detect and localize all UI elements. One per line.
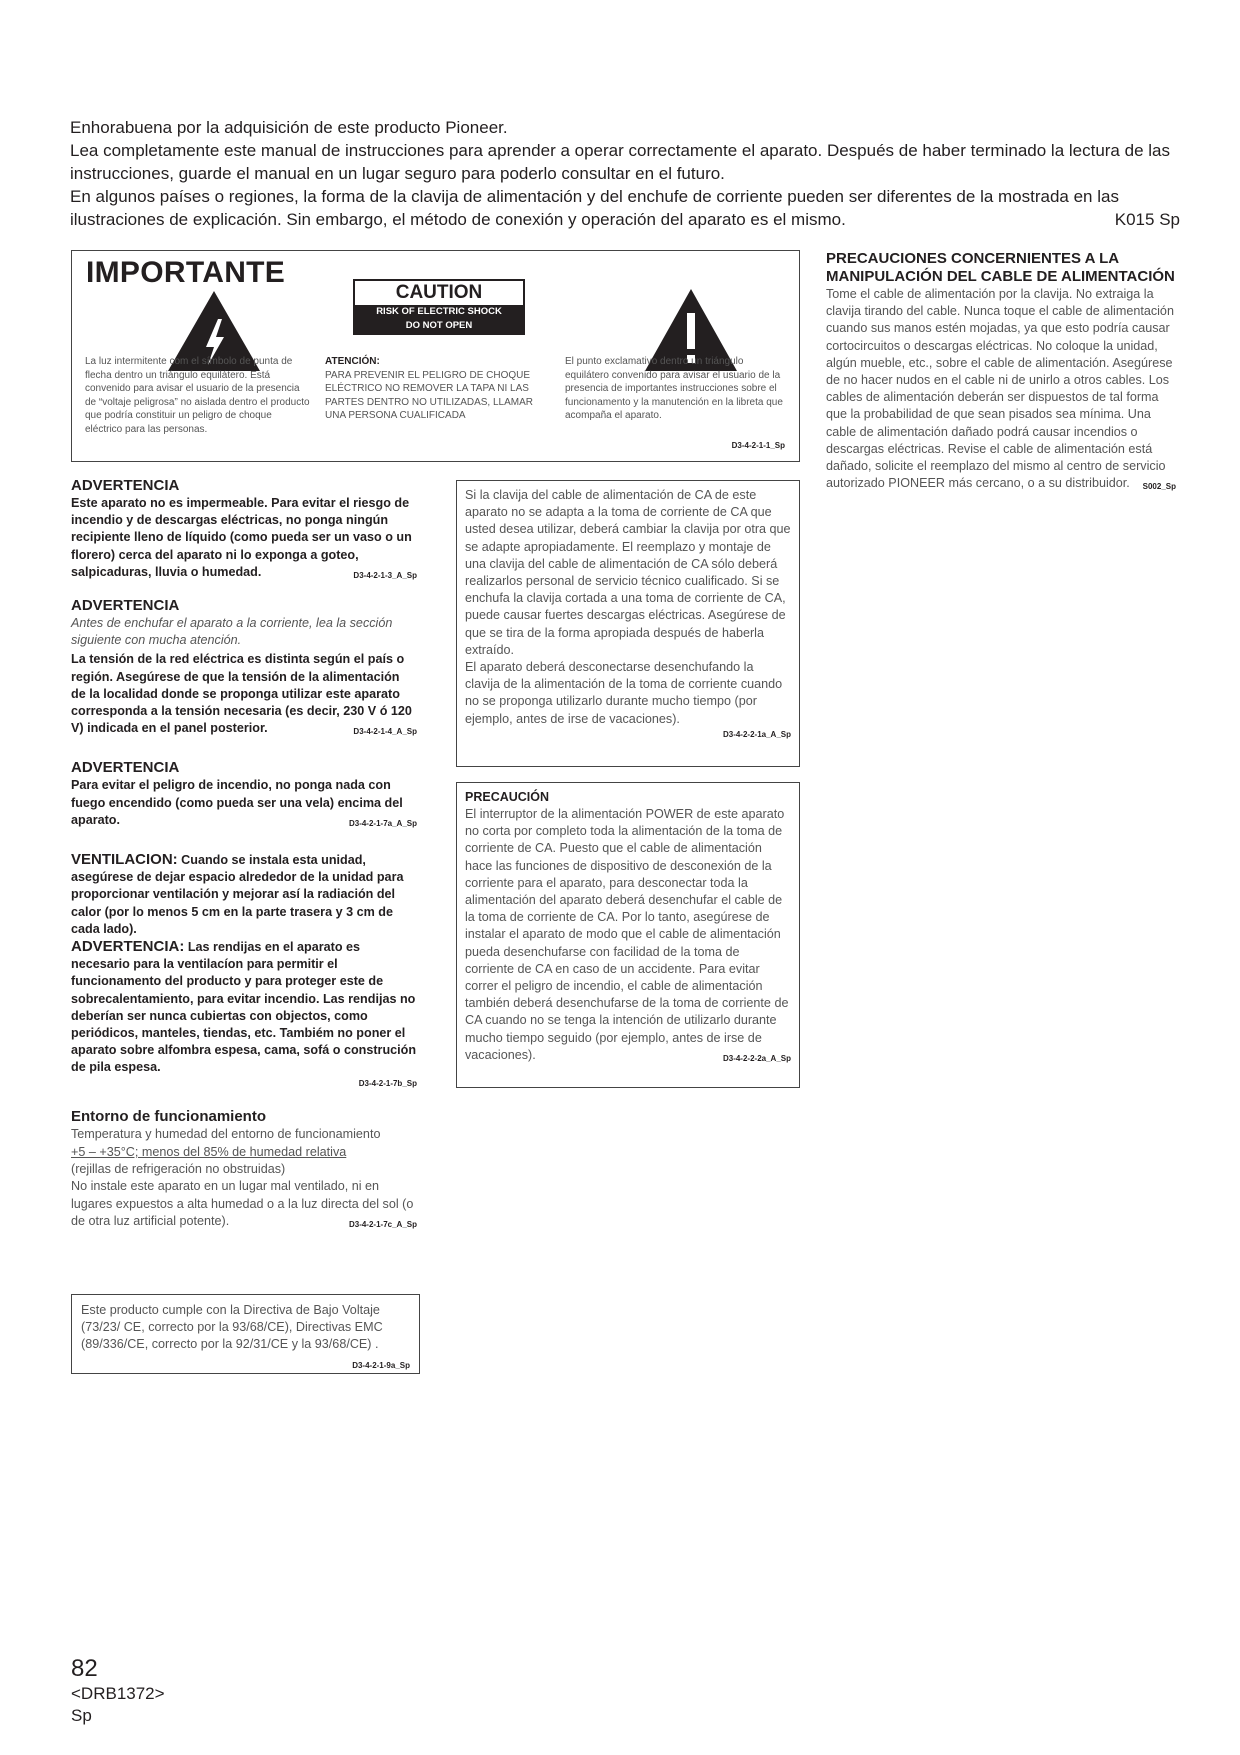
directiva-box xyxy=(71,1294,420,1374)
caution-risk xyxy=(355,305,523,333)
directiva-body xyxy=(81,1302,410,1370)
model-code: <DRB1372> xyxy=(71,1684,165,1703)
advertencia-2-heading: ADVERTENCIA xyxy=(71,597,180,615)
precaucion-heading: PRECAUCIÓN xyxy=(465,790,550,804)
page-number: 82 xyxy=(71,1655,98,1682)
directiva-text: Este producto cumple con la Directiva de Bajo Voltaje (73/23/ CE, correcto por la 93/68/CE), Directivas EMC (89/336/CE, correcto por la 92/31/CE y la 93/68/CE) . xyxy=(81,1303,383,1352)
lightning-description: La luz intermitente com el símbolo de punta de flecha dentro un triángulo equilátero. Está convenido para avisar el usuario de la presencia de “voltaje peligrosa” no aislada dentro el producto que podría constituir un peligro de choque eléctrico para las personas. xyxy=(85,356,310,435)
advertencia-1-text: Este aparato no es impermeable. Para evitar el riesgo de incendio y de descargas eléctricas, no ponga ningún recipiente lleno de líquido (como pueda ser un vaso o un florero) cerca del aparato ni lo exponga a goteo, salpicaduras, lluvia o humedad. xyxy=(71,496,412,579)
ventilacion-code: D3-4-2-1-7b_Sp xyxy=(358,1078,417,1088)
advertencia-1-heading: ADVERTENCIA xyxy=(71,477,180,494)
caution-risk-line-2: DO NOT OPEN xyxy=(405,320,473,331)
advertencia-1-body xyxy=(71,495,417,581)
advertencia-3-heading: ADVERTENCIA xyxy=(71,759,180,777)
language-code: Sp xyxy=(71,1706,92,1725)
ventilacion-label: VENTILACION: xyxy=(71,851,178,869)
clavija-text-2: El aparato deberá desconectarse desenchufando la clavija de la alimentación de la toma de corriente cuando no se proponga utilizarlo durante mucho tiempo (por ejemplo, antes de irse de vacaciones). xyxy=(465,660,783,726)
entorno-line-3: (rejillas de refrigeración no obstruidas) xyxy=(71,1162,286,1177)
cable-heading: PRECAUCIONES CONCERNIENTES A LA MANIPULACIÓN DEL CABLE DE ALIMENTACIÓN xyxy=(826,250,1175,285)
intro-line-1: Enhorabuena por la adquisición de este producto Pioneer. xyxy=(70,118,508,137)
precaucion-box xyxy=(456,782,800,1088)
advertencia-1-code: D3-4-2-1-3_A_Sp xyxy=(353,570,417,580)
entorno-heading: Entorno de funcionamiento xyxy=(71,1107,266,1125)
cable-precautions xyxy=(826,250,1176,495)
intro-line-3-wrap xyxy=(70,185,1180,231)
precaucion-body xyxy=(465,806,791,1064)
advertencia-3 xyxy=(71,759,417,829)
intro-text xyxy=(70,116,1180,231)
atencion-block xyxy=(325,355,550,423)
precaucion-text: El interruptor de la alimentación POWER de este aparato no corta por completo toda la alimentación de la toma de corriente de CA. Puesto que el cable de alimentación hace las funciones de dispositivo de desconexión de la corriente para el aparato, para desconectar toda la alimentación del aparato deberá desenchufar el cable de la toma de corriente de CA. Por lo tanto, asegúrese de instalar el aparato de modo que el cable de alimentación pueda desenchufarse con facilidad de la toma de corriente de CA en caso de un accidente. Para evitar correr el peligro de incendio, el cable de alimentación también deberá desenchufarse de la toma de corriente de CA cuando no se tenga la intención de utilizarlo durante mucho tiempo seguido (por ejemplo, antes de irse de vacaciones). xyxy=(465,807,789,1062)
intro-line-2: Lea completamente este manual de instrucciones para aprender a operar correctamente el aparato. Después de haber terminado la lectura de las instrucciones, guarde el manual en un lugar seguro para poderlo consultar en el futuro. xyxy=(70,141,1170,183)
page-footer xyxy=(71,1655,165,1727)
clavija-box xyxy=(456,480,800,767)
advertencia-2 xyxy=(71,597,417,737)
ventilacion-adv-label: ADVERTENCIA: xyxy=(71,938,185,956)
advertencia-1 xyxy=(71,477,417,581)
advertencia-3-code: D3-4-2-1-7a_A_Sp xyxy=(348,818,417,828)
ventilacion-para-2 xyxy=(71,938,417,1077)
directiva-code: D3-4-2-1-9a_Sp xyxy=(352,1360,410,1370)
advertencia-2-body xyxy=(71,651,417,737)
left-column xyxy=(71,477,417,1233)
entorno xyxy=(71,1107,417,1230)
ventilacion xyxy=(71,851,417,1088)
entorno-text: No instale este aparato en un lugar mal ventilado, ni en lugares expuestos a alta humedad o a la luz directa del sol (o de otra luz artificial potente). xyxy=(71,1179,414,1228)
importante-code: D3-4-2-1-1_Sp xyxy=(731,441,785,450)
ventilacion-text: Cuando se instala esta unidad, asegúrese de dejar espacio alrededor de la unidad para proporcionar ventilación y mejorar así la radiación del calor (por lo menos 5 cm en la parte trasera y 3 cm de cada lado). xyxy=(71,853,404,936)
cable-body xyxy=(826,286,1176,492)
advertencia-2-text: La tensión de la red eléctrica es distinta según el país o región. Asegúrese de que la tensión de la alimentación de la localidad donde se proponga utilizar este aparato corresponda a la tensión necesaria (es decir, 230 V ó 120 V) indicada en el panel posterior. xyxy=(71,652,412,736)
entorno-code: D3-4-2-1-7c_A_Sp xyxy=(348,1219,417,1229)
ventilacion-para-1 xyxy=(71,851,417,938)
advertencia-2-code: D3-4-2-1-4_A_Sp xyxy=(353,727,417,737)
importante-title: IMPORTANTE xyxy=(86,256,286,289)
clavija-code: D3-4-2-2-1a_A_Sp xyxy=(722,729,791,739)
cable-text: Tome el cable de alimentación por la clavija. No extraiga la clavija tirando del cable. Nunca toque el cable de alimentación cuando sus manos estén mojadas, ya que esto podría causar cortocircuitos o descargas eléctricas. No coloque la unidad, algún mueble, etc., sobre el cable de alimentación. Asegúrese de no hacer nudos en el cable ni de unirlo a otros cables. Los cables de alimentación deberán ser dispuestos de tal forma que la probabilidad de que sean pisados sea mínima. Una cable de alimentación dañado podrá causar incendios o descargas eléctricas. Revise el cable de alimentación está dañado, solicite el reemplazo del mismo al centro de servicio autorizado PIONEER más cercano, o a su distribuidor. xyxy=(826,287,1174,491)
advertencia-2-italic: Antes de enchufar el aparato a la corriente, lea la sección siguiente con mucha atención. xyxy=(71,616,393,648)
entorno-line-1: Temperatura y humedad del entorno de funcionamiento xyxy=(71,1126,381,1141)
atencion-heading: ATENCIÓN: xyxy=(325,356,380,367)
clavija-text-1: Si la clavija del cable de alimentación de CA de este aparato no se adapta a la toma de corriente de CA que usted desea utilizar, deberá cambiar la clavija por otra que se adapte apropiadamente. El reemplazo y montaje de una clavija del cable de alimentación de CA sólo deberá realizarlos personal de servicio técnico cualificado. Si se enchufa la clavija cortada a una toma de corriente de CA, puede causar fuertes descargas eléctricas. Asegúrese de que se tira de la forma apropiada después de haberla extraído. xyxy=(465,488,791,657)
precaucion-code: D3-4-2-2-2a_A_Sp xyxy=(722,1053,791,1063)
ventilacion-adv-text: Las rendijas en el aparato es necesario para la ventilacíon para permitir el funcionamento del producto y para proteger este de sobrecalentamiento, para evitar incendio. Las rendijas no deberían ser nunca cubiertas con objectos, como periódicos, manteles, tiendas, etc. Tambiém no poner el aparato sobre alfombra espesa, cama, sofá o construción de pila espesa. xyxy=(71,940,417,1075)
importante-box xyxy=(71,250,800,462)
intro-line-3: En algunos países o regiones, la forma de la clavija de alimentación y del enchufe de corriente pueden ser diferentes de la mostrada en las ilustraciones de explicación. Sin embargo, el método de conexión y operación del aparato es el mismo. xyxy=(70,187,1119,229)
atencion-text: PARA PREVENIR EL PELIGRO DE CHOQUE ELÉCTRICO NO REMOVER LA TAPA NI LAS PARTES DENTRO NO UTILIZADAS, LLAMAR UNA PERSONA CUALIFICADA xyxy=(325,369,534,422)
intro-code: K015 Sp xyxy=(1114,210,1180,229)
caution-risk-line-1: RISK OF ELECTRIC SHOCK xyxy=(376,306,502,317)
caution-label xyxy=(353,279,525,335)
advertencia-3-body xyxy=(71,777,417,829)
entorno-body xyxy=(71,1178,417,1230)
caution-title: CAUTION xyxy=(395,282,483,303)
advertencia-3-text: Para evitar el peligro de incendio, no ponga nada con fuego encendido (como pueda ser una vela) encima del aparato. xyxy=(71,778,403,827)
cable-code: S002_Sp xyxy=(1142,482,1176,492)
entorno-line-2: +5 – +35°C; menos del 85% de humedad relativa xyxy=(71,1144,347,1159)
exclamation-description: El punto exclamativo dentro un triángulo equilátero convenido para avisar el usuario de la presencia de importantes instrucciones sobre el funcionamento y la manutención en la libreta que acompaña el aparato. xyxy=(565,356,783,422)
